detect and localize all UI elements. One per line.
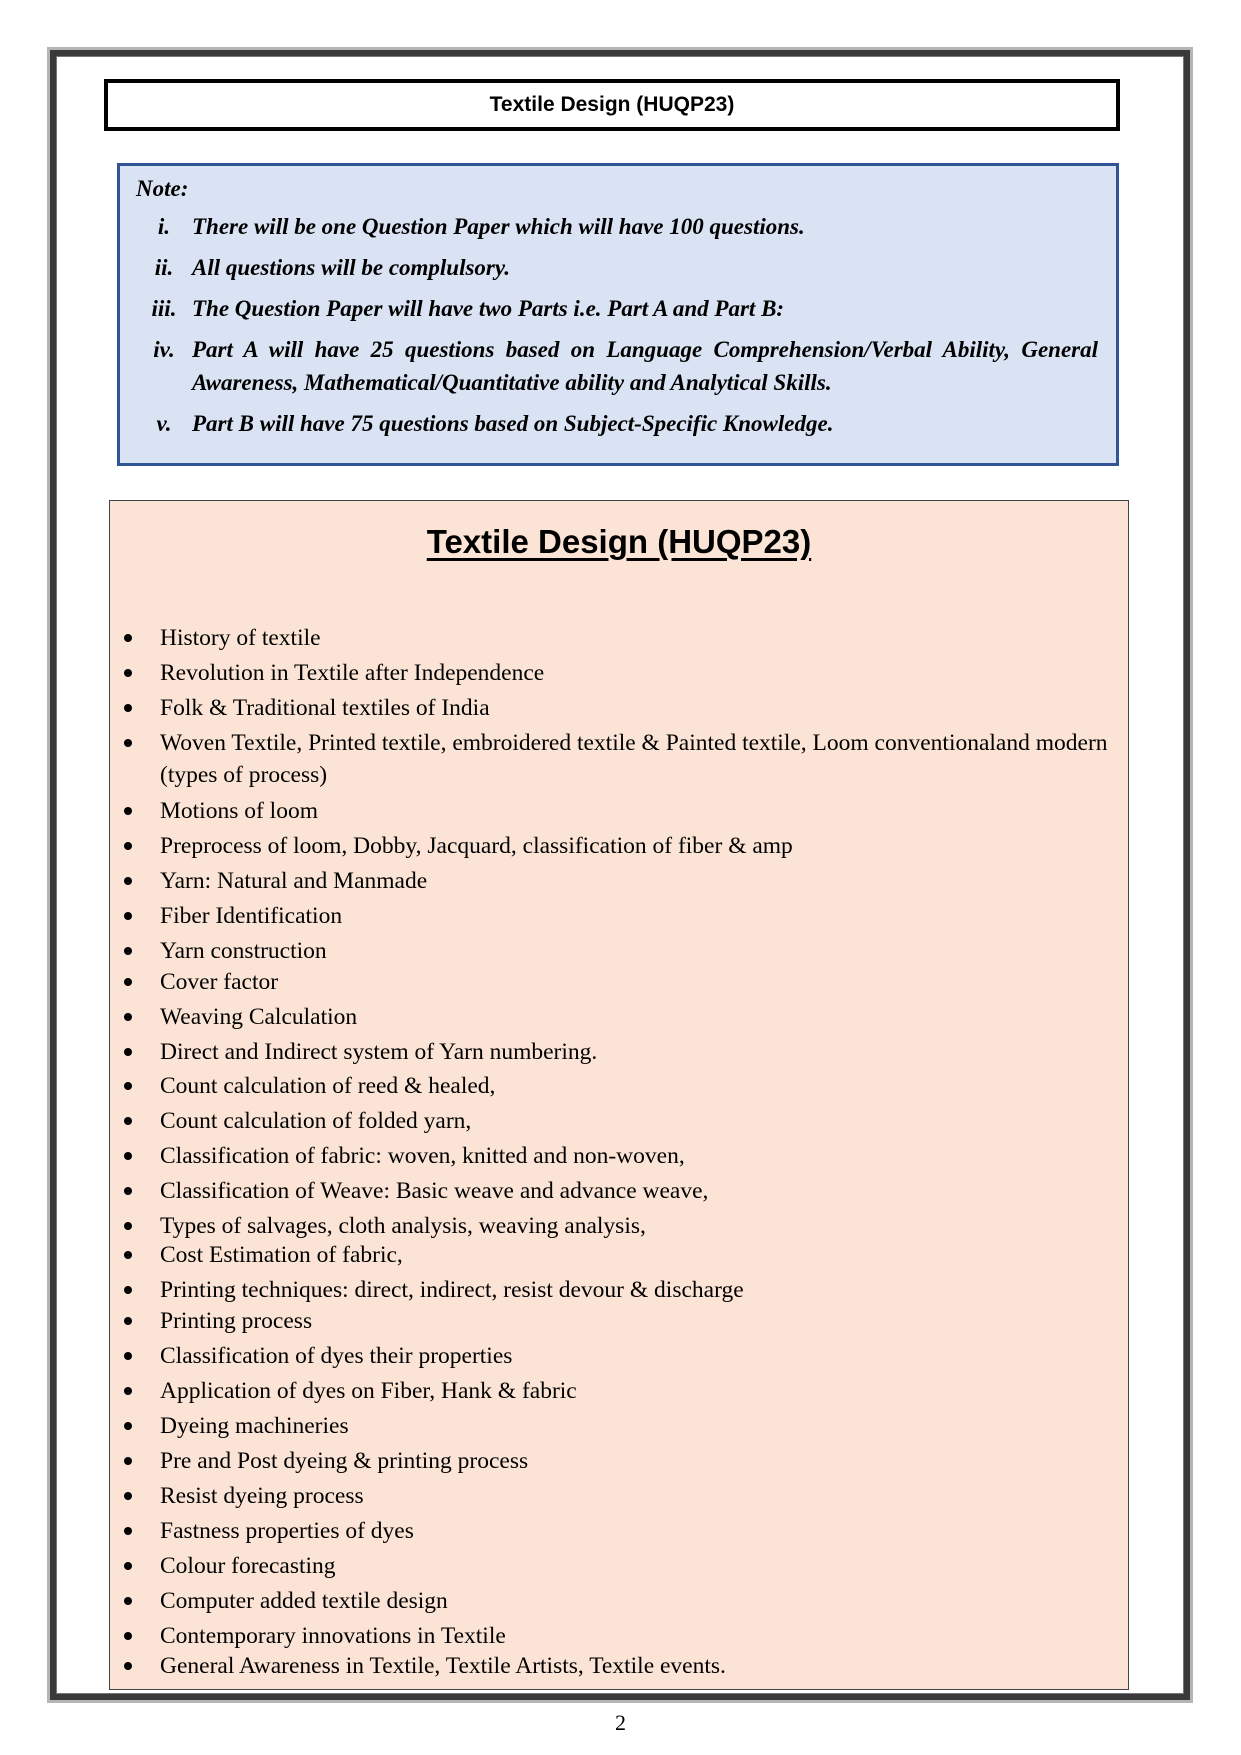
bullet-icon	[124, 634, 132, 642]
bullet-icon	[124, 1597, 132, 1605]
note-item	[136, 333, 1098, 399]
topic-text: Weaving Calculation	[160, 1004, 358, 1030]
topic-item	[110, 1140, 1108, 1172]
note-item	[136, 210, 1098, 243]
topic-item	[110, 1274, 1108, 1306]
topic-text: Fiber Identification	[160, 903, 343, 929]
topic-item	[110, 1620, 1108, 1652]
note-item-text: Part B will have 75 questions based on Subject-Specific Knowledge.	[192, 411, 834, 436]
note-label: Note:	[136, 176, 189, 201]
topic-item	[110, 1375, 1108, 1407]
topic-text: Dyeing machineries	[160, 1413, 349, 1439]
bullet-icon	[124, 1422, 132, 1430]
note-item-text: Part A will have 25 questions based on Language Comprehension/Verbal Ability, General Awareness, Mathematical/Quantitative ability and Analytical Skills.	[192, 337, 1098, 395]
bullet-icon	[124, 739, 132, 747]
topic-text: Application of dyes on Fiber, Hank & fabric	[160, 1378, 577, 1404]
topic-item	[110, 1105, 1108, 1137]
bullet-icon	[124, 1527, 132, 1535]
bullet-icon	[124, 877, 132, 885]
topic-text: Colour forecasting	[160, 1553, 336, 1579]
syllabus-box	[109, 500, 1129, 1690]
topic-item	[110, 657, 1108, 689]
topic-item	[110, 935, 1108, 967]
topic-text: Pre and Post dyeing & printing process	[160, 1448, 529, 1474]
bullet-icon	[124, 978, 132, 986]
bullet-icon	[124, 947, 132, 955]
topic-text: Fastness properties of dyes	[160, 1518, 414, 1544]
topic-text: Printing techniques: direct, indirect, resist devour & discharge	[160, 1277, 744, 1303]
note-item-text: All questions will be complulsory.	[192, 255, 510, 280]
note-item-number: i.	[157, 214, 171, 239]
bullet-icon	[124, 1662, 132, 1670]
page-number: 2	[615, 1710, 626, 1735]
note-item-number: iii.	[151, 296, 177, 321]
topic-item	[110, 1515, 1108, 1547]
header-title: Textile Design (HUQP23)	[489, 93, 735, 116]
bullet-icon	[124, 1317, 132, 1325]
note-item-text: There will be one Question Paper which will have 100 questions.	[192, 214, 805, 239]
topic-text: Computer added textile design	[160, 1588, 448, 1614]
bullet-icon	[124, 669, 132, 677]
note-item	[136, 292, 1098, 325]
topic-text: Cover factor	[160, 969, 279, 995]
bullet-icon	[124, 704, 132, 712]
topic-item	[110, 692, 1108, 724]
topic-item	[110, 1305, 1108, 1337]
bullet-icon	[124, 1251, 132, 1259]
topic-text: Count calculation of folded yarn,	[160, 1108, 472, 1134]
topic-text: Classification of fabric: woven, knitted and non-woven,	[160, 1143, 685, 1169]
topic-text: Resist dyeing process	[160, 1483, 364, 1509]
topic-item	[110, 1650, 1108, 1682]
topic-text: Classification of Weave: Basic weave and advance weave,	[160, 1178, 709, 1204]
topic-item	[110, 1550, 1108, 1582]
bullet-icon	[124, 1387, 132, 1395]
topic-text: Cost Estimation of fabric,	[160, 1242, 403, 1268]
topic-text: Types of salvages, cloth analysis, weaving analysis,	[160, 1213, 646, 1239]
bullet-icon	[124, 1013, 132, 1021]
topic-item	[110, 1175, 1108, 1207]
bullet-icon	[124, 1187, 132, 1195]
topic-text: History of textile	[160, 625, 321, 651]
topic-item	[110, 1036, 1108, 1068]
bullet-icon	[124, 1286, 132, 1294]
topic-text: Revolution in Textile after Independence	[160, 660, 545, 686]
topic-text: Count calculation of reed & healed,	[160, 1073, 496, 1099]
bullet-icon	[124, 1082, 132, 1090]
bullet-icon	[124, 1457, 132, 1465]
topic-text: Motions of loom	[160, 798, 318, 824]
topic-item	[110, 1340, 1108, 1372]
note-item	[136, 407, 1098, 440]
note-item	[136, 251, 1098, 284]
topic-item	[110, 1070, 1108, 1102]
bullet-icon	[124, 842, 132, 850]
bullet-icon	[124, 912, 132, 920]
topic-item	[110, 1001, 1108, 1033]
bullet-icon	[124, 1352, 132, 1360]
note-item-number: v.	[156, 411, 172, 436]
topic-text: Direct and Indirect system of Yarn numbering.	[160, 1039, 598, 1065]
topic-text: Classification of dyes their properties	[160, 1343, 513, 1369]
topic-item	[110, 1445, 1108, 1477]
topic-text: General Awareness in Textile, Textile Artists, Textile events.	[160, 1653, 726, 1679]
topic-item	[110, 865, 1108, 897]
topic-text: Yarn construction	[160, 938, 327, 964]
bullet-icon	[124, 1632, 132, 1640]
topic-item	[110, 727, 1108, 791]
topic-item	[110, 1210, 1108, 1242]
bullet-icon	[124, 1222, 132, 1230]
topic-text: Woven Textile, Printed textile, embroidered textile & Painted textile, Loom conventionaland modern (types of process)	[160, 730, 1108, 788]
topic-item	[110, 1239, 1108, 1271]
topic-item	[110, 622, 1108, 654]
topic-item	[110, 795, 1108, 827]
topic-item	[110, 966, 1108, 998]
note-item-number: ii.	[154, 255, 174, 280]
topic-item	[110, 1585, 1108, 1617]
header-title-box	[104, 79, 1120, 131]
topic-text: Yarn: Natural and Manmade	[160, 868, 428, 894]
note-box	[117, 163, 1119, 466]
syllabus-title: Textile Design (HUQP23)	[426, 523, 812, 560]
bullet-icon	[124, 1117, 132, 1125]
bullet-icon	[124, 807, 132, 815]
topic-text: Preprocess of loom, Dobby, Jacquard, classification of fiber & amp	[160, 833, 793, 859]
topic-item	[110, 1480, 1108, 1512]
topic-item	[110, 1410, 1108, 1442]
topic-text: Printing process	[160, 1308, 313, 1334]
bullet-icon	[124, 1152, 132, 1160]
topic-text: Contemporary innovations in Textile	[160, 1623, 506, 1649]
note-item-text: The Question Paper will have two Parts i.e. Part A and Part B:	[192, 296, 785, 321]
bullet-icon	[124, 1562, 132, 1570]
note-item-number: iv.	[153, 337, 175, 362]
topic-text: Folk & Traditional textiles of India	[160, 695, 490, 721]
bullet-icon	[124, 1048, 132, 1056]
topic-item	[110, 830, 1108, 862]
topic-item	[110, 900, 1108, 932]
bullet-icon	[124, 1492, 132, 1500]
